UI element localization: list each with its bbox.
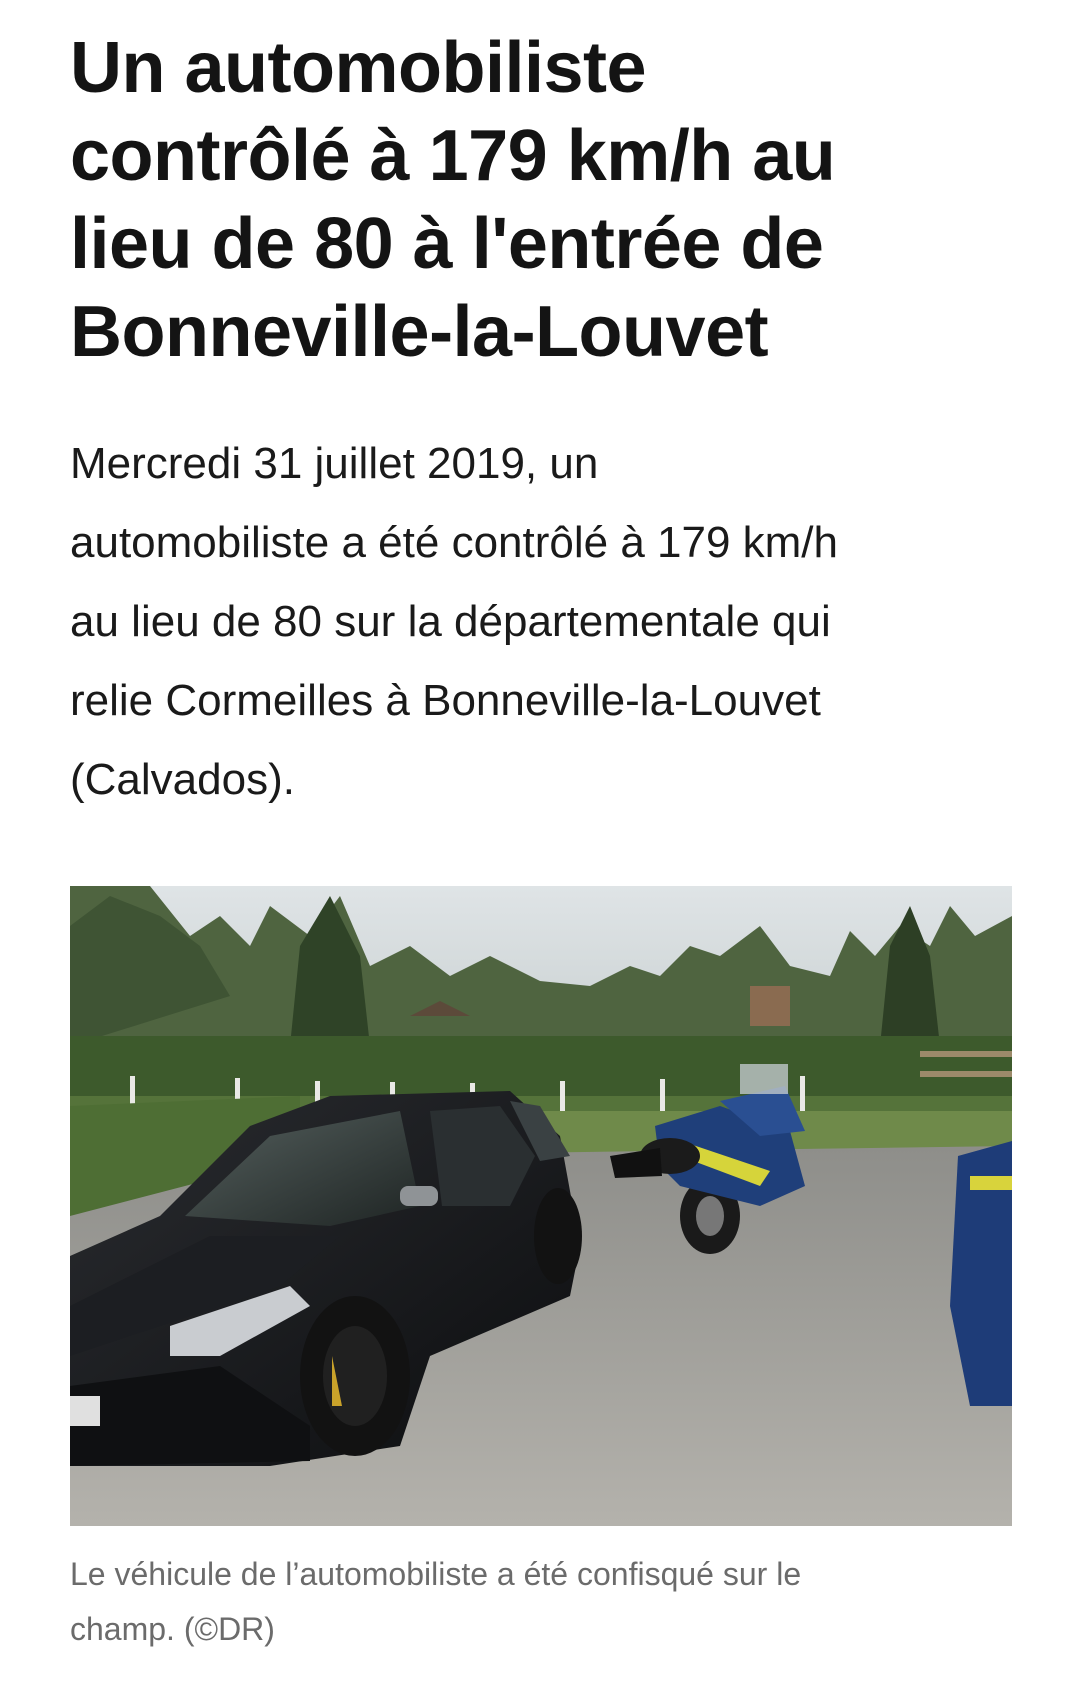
caption-line: Le véhicule de l’automobiliste a été confisqué sur le — [70, 1556, 802, 1592]
headline-line: contrôlé à 179 km/h au — [70, 116, 836, 196]
headline-line: Bonneville-la-Louvet — [70, 292, 769, 372]
lede-line: (Calvados). — [70, 755, 295, 804]
headline-line: Un automobiliste — [70, 28, 647, 108]
article-lede — [70, 424, 1030, 819]
article-photo[interactable] — [70, 886, 1012, 1526]
photo-illustration — [70, 886, 1012, 1526]
caption-line: champ. (©DR) — [70, 1611, 275, 1647]
headline-line: lieu de 80 à l'entrée de — [70, 204, 824, 284]
lede-line: au lieu de 80 sur la départementale qui — [70, 597, 831, 646]
lede-line: Mercredi 31 juillet 2019, un — [70, 439, 599, 488]
photo-caption — [70, 1547, 1030, 1657]
lede-line: automobiliste a été contrôlé à 179 km/h — [70, 518, 839, 567]
lede-line: relie Cormeilles à Bonneville-la-Louvet — [70, 676, 821, 725]
article-headline — [70, 24, 1030, 376]
